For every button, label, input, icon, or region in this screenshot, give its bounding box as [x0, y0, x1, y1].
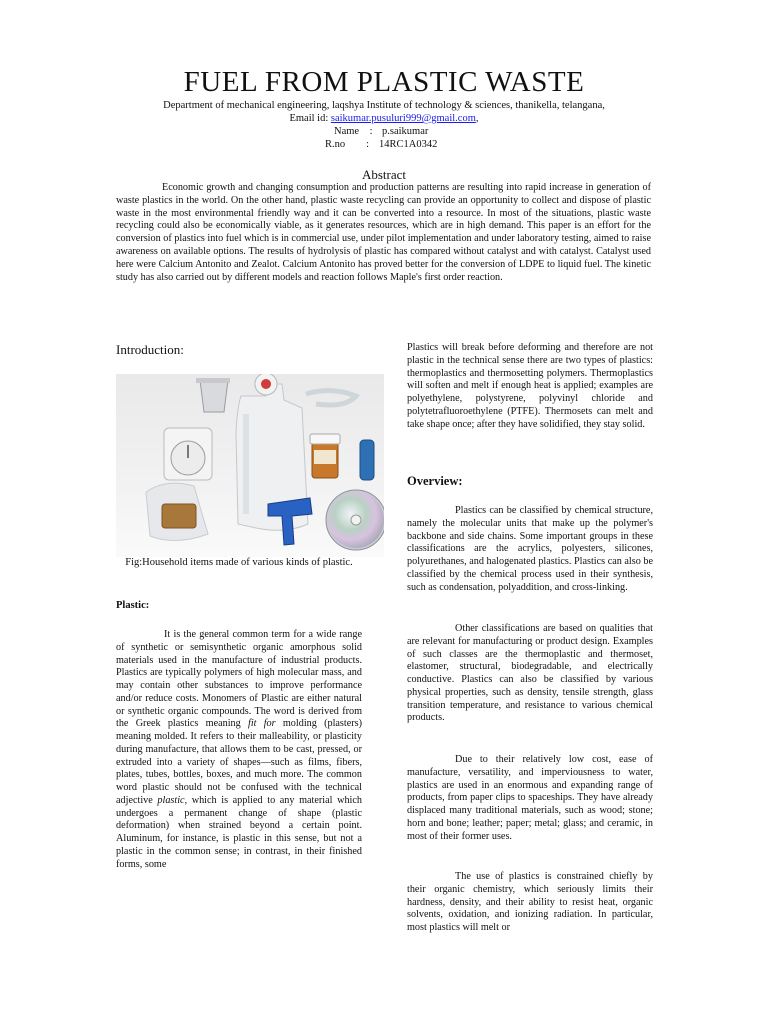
- abstract-text: Economic growth and changing consumption and production patterns are resulting into rapid increase in generation of waste plastics in the world. On the other hand, plastic waste recycling can provide an opportunity to collect and dispose of plastic waste in the most environmental friendly way and it can be converted into a resource. In most of the situations, plastic waste recycling could also be economically viable, as it generates resources, which are in high demand. This paper is an effort for the conversion of plastics into fuel which is in commercial use, under pilot implementation and under laboratory testing, aimed to raise awareness on available options. The results of hydrolysis of plastic has compared without catalyst and with catalyst. Catalyst used here were Calcium Antonito and Zealot. Calcium Antonito has proved better for the conversion of LDPE to liquid fuel. The kinetic study has also carried out by different models and reaction follows Maple's first order reaction.: [116, 182, 651, 283]
- email-line: [100, 112, 668, 125]
- rno-value: 14RC1A0342: [379, 139, 438, 150]
- fit-for-phrase: fit for: [247, 718, 276, 730]
- introduction-heading: Introduction:: [116, 342, 184, 357]
- plastic-text-part-1: It is the general common term for a wide range of synthetic or semisynthetic organic amorphous solid materials used in the manufacture of industrial products. Plastics are typically polymers of high molecular mass, and may contain other substances to improve performance and/or reduce costs. Monomers of Plastic are either natural or synthetic organic compounds. The word is derived from the Greek plastics meaning: [116, 629, 362, 730]
- household-plastics-illustration: [116, 374, 384, 557]
- overview-paragraph-3: Due to their relatively low cost, ease of manufacture, versatility, and imperviousness to water, plastics are used in an enormous and expanding range of products, from paper clips to spaceships. They have already displaced many traditional materials, such as wood; stone; horn and bone; leather; paper; metal; glass; and ceramic, in most of their former uses.: [407, 754, 653, 842]
- name-label: Name :: [334, 126, 373, 137]
- overview-paragraph-4: The use of plastics is constrained chiefly by their organic chemistry, which seriously limits their hardness, density, and their ability to resist heat, organic solvents, oxidation, and ionizing radiation. In particular, most plastics will melt or: [407, 871, 653, 933]
- plastic-italic-term: plastic: [157, 794, 185, 806]
- author-affiliation: [100, 99, 668, 125]
- plastic-paragraph: [116, 629, 362, 871]
- overview-paragraph-1: Plastics can be classified by chemical structure, namely the molecular units that make up the polymer's backbone and side chains. Some important groups in these classifications are the acrylics, polyesters, silicones, polyurethanes, and halogenated plastics. Plastics can also be classified by the chemical process used in their synthesis, such as condensation, polyaddition, and cross-linking.: [407, 505, 653, 593]
- plastic-text-part-2: molding (plasters) meaning molded. It refers to their malleability, or plasticity during manufacture, that allows them to be cast, pressed, or extruded into a variety of shapes—such as films, fibers, plates, tubes, bottles, boxes, and much more. The common word plastic should not be confused with the technical adjective: [116, 718, 362, 806]
- plastic-text-part-3: , which is applied to any material which undergoes a permanent change of shape (plastic deformation) when strained beyond a certain point. Aluminum, for instance, is plastic in this sense, but not a plastic in the common sense; in contrast, in their finished forms, some: [116, 794, 362, 870]
- abstract-heading: Abstract: [361, 167, 407, 182]
- plastic-heading: Plastic:: [116, 600, 150, 611]
- affiliation-text: Department of mechanical engineering, laqshya Institute of technology & sciences, thanikella, telangana,: [163, 100, 605, 111]
- overview-heading: Overview:: [407, 474, 463, 488]
- email-link[interactable]: saikumar.pusuluri999@gmail.com: [330, 113, 476, 124]
- thermoplastics-paragraph: Plastics will break before deforming and therefore are not plastic in the technical sense there are two types of plastics: thermoplastics and thermosetting polymers. Thermoplastics will soften and melt if enough heat is applied; examples are polyethylene, polystyrene, polyvinyl chloride and polytetrafluoroethylene (PTFE). Thermosets can melt and take shape once; after they have solidified, they stay solid.: [407, 342, 653, 430]
- household-plastics-photo: [116, 374, 384, 557]
- name-value: p.saikumar: [382, 126, 429, 137]
- figure-caption: Fig:Household items made of various kinds of plastic.: [125, 557, 353, 568]
- rno-label: R.no :: [325, 139, 370, 150]
- paper-title: FUEL FROM PLASTIC WASTE: [183, 66, 585, 98]
- overview-paragraph-2: Other classifications are based on qualities that are relevant for manufacturing or product design. Examples of such classes are the thermoplastic and thermoset, elastomer, structural, biodegradable, and electrically conductive. Plastics can also be classified by various physical properties, such as density, tensile strength, glass transition temperature, and resistance to various chemical products.: [407, 623, 653, 724]
- email-label: Email id:: [289, 113, 329, 124]
- email-suffix: ,: [475, 113, 479, 124]
